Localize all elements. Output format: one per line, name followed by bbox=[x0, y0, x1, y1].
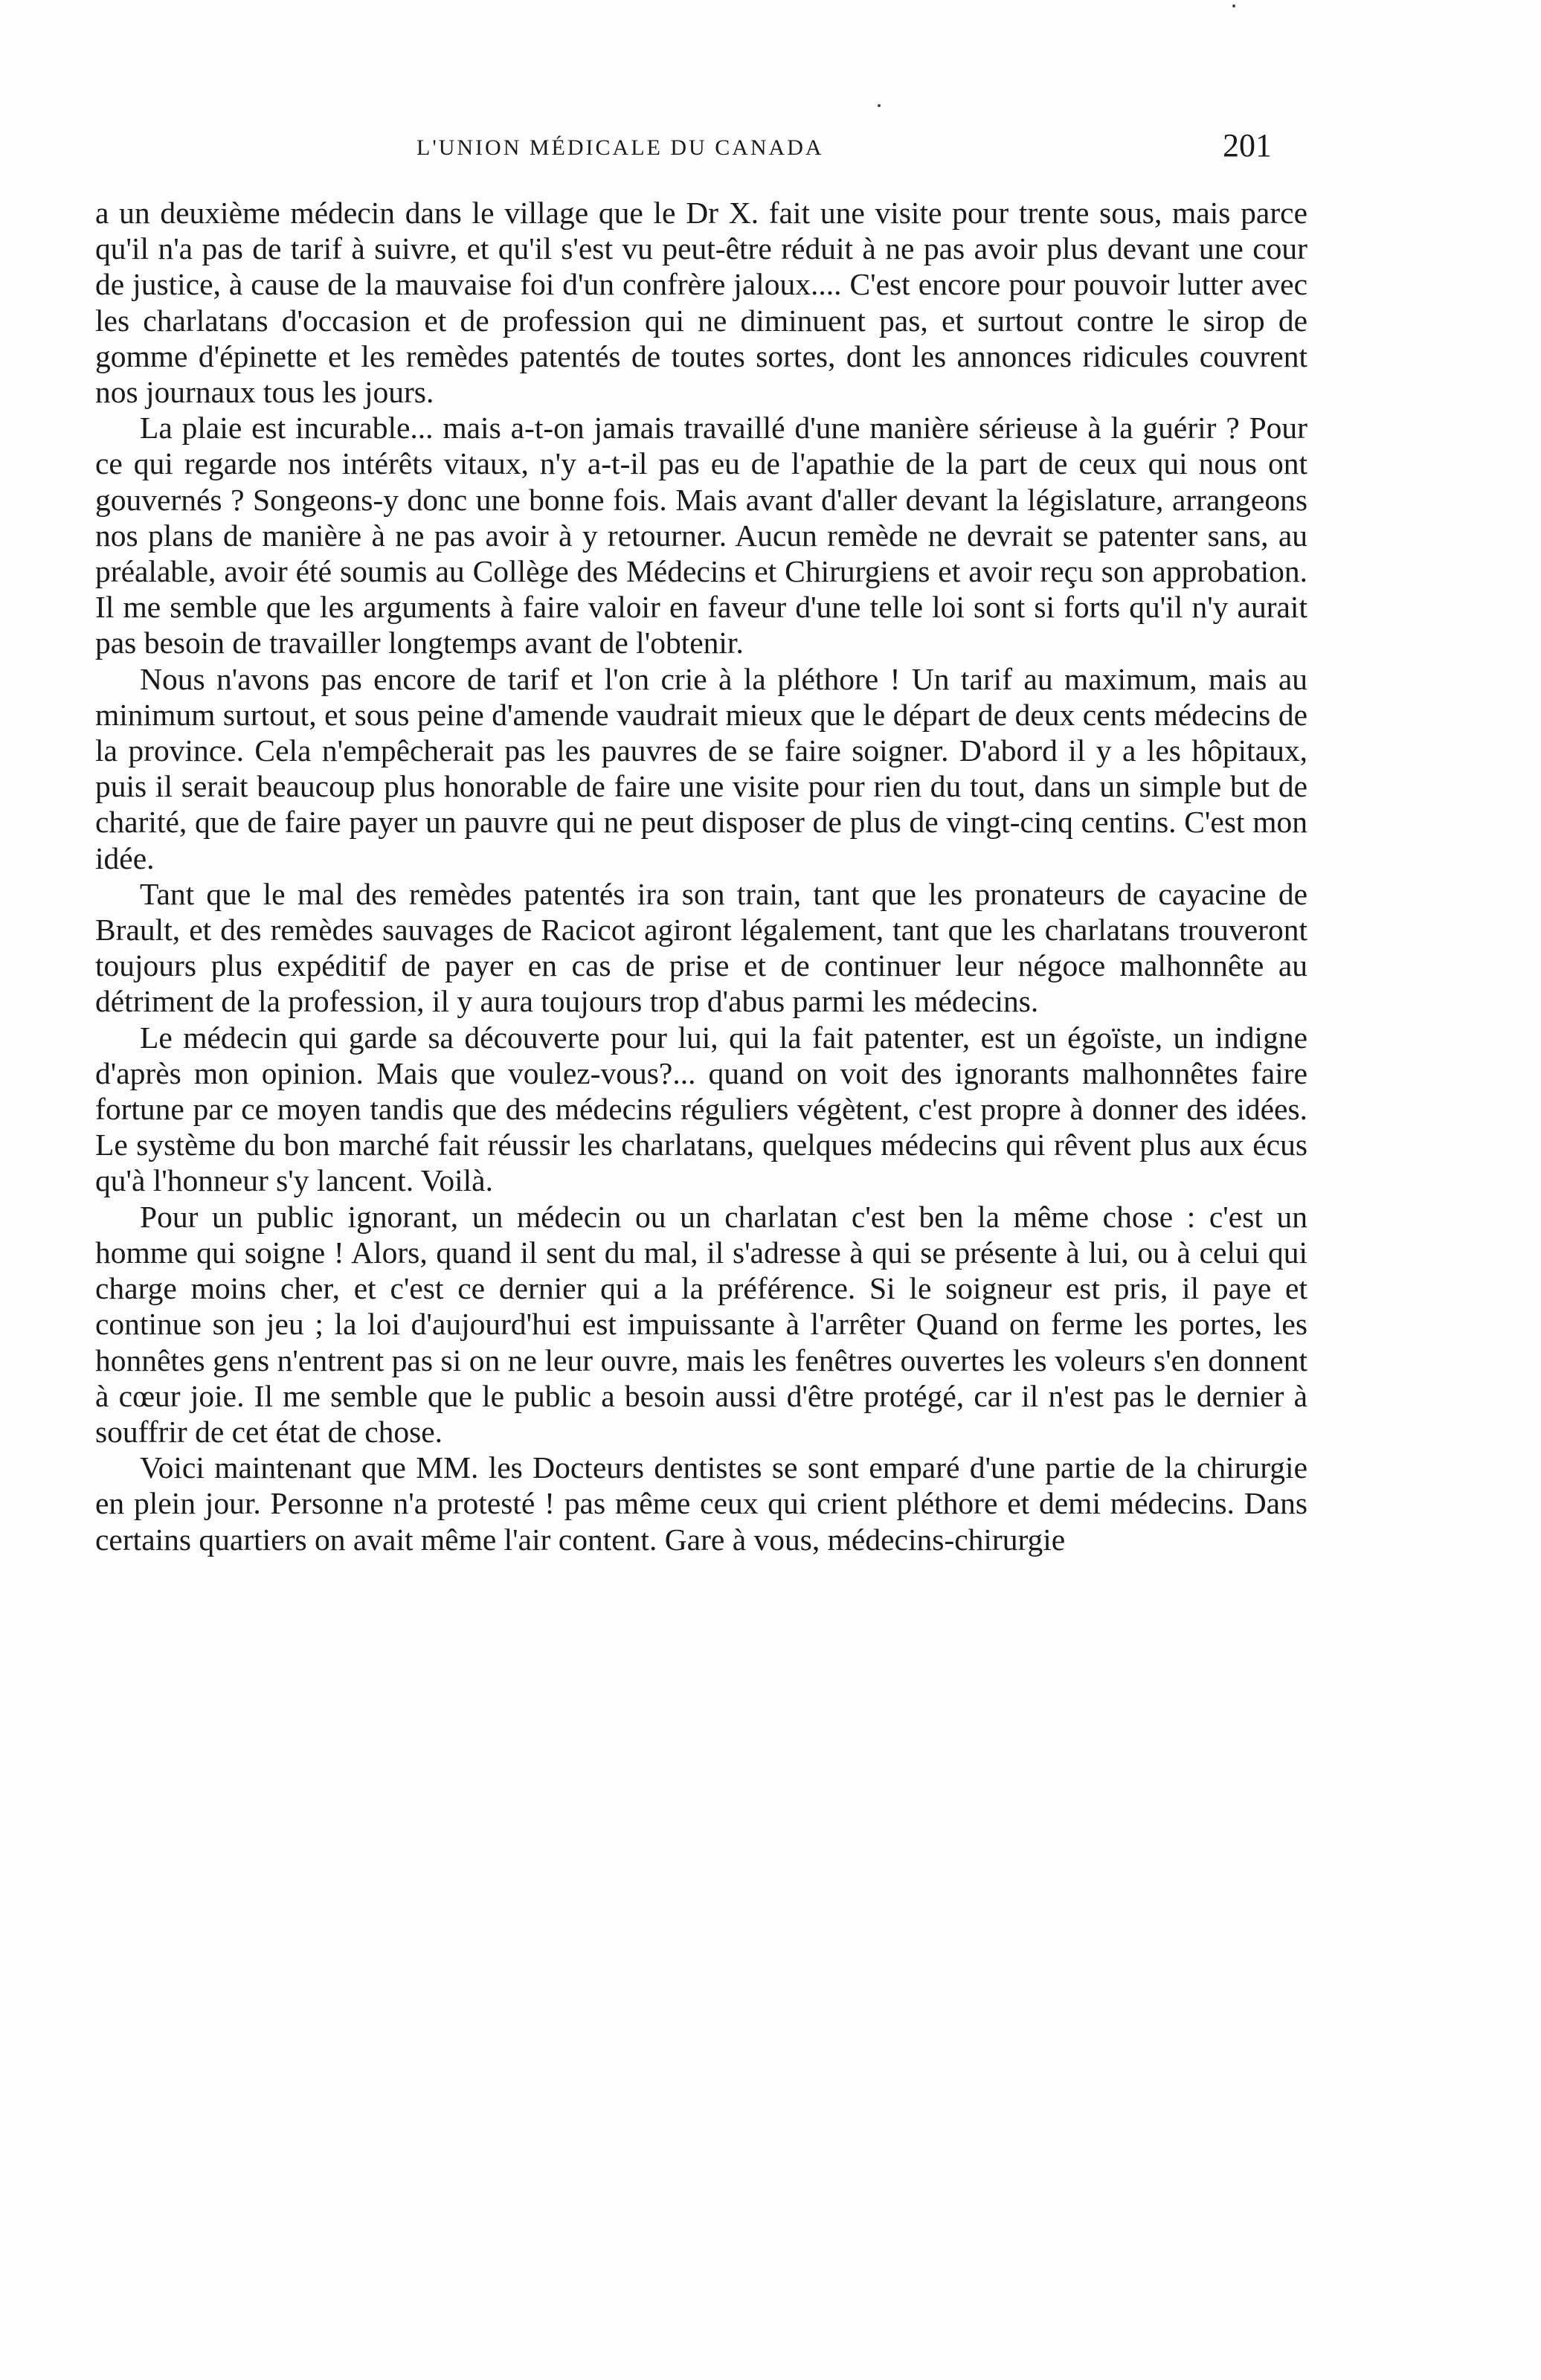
page-number: 201 bbox=[1223, 127, 1272, 164]
article-body bbox=[95, 195, 1307, 1557]
paragraph: La plaie est incurable... mais a-t-on jamais travaillé d'une manière sérieuse à la guérir ? Pour ce qui regarde nos intérêts vitaux, n'y a-t-il pas eu de l'apathie de la part de ceux qui nous ont gouvernés ? Songeons-y donc une bonne fois. Mais avant d'aller devant la législature, arrangeons nos plans de manière à ne pas avoir à y retourner. Aucun remède ne devrait se patenter sans, au préalable, avoir été soumis au Collège des Médecins et Chirurgiens et avoir reçu son approbation. Il me semble que les arguments à faire valoir en faveur d'une telle loi sont si forts qu'il n'y aurait pas besoin de travailler longtemps avant de l'obtenir. bbox=[95, 411, 1307, 660]
page-header bbox=[112, 126, 1272, 178]
running-title: L'UNION MÉDICALE DU CANADA bbox=[416, 135, 824, 160]
paragraph: Tant que le mal des remèdes patentés ira son train, tant que les pronateurs de cayacine de Brault, et des remèdes sauvages de Racicot agiront légalement, tant que les charlatans trouveront toujours plus expéditif de payer en cas de prise et de continuer leur négoce malhonnête au détriment de la profession, il y aura toujours trop d'abus parmi les médecins. bbox=[95, 876, 1307, 1019]
paragraph: Nous n'avons pas encore de tarif et l'on crie à la pléthore ! Un tarif au maximum, mais au minimum surtout, et sous peine d'amende vaudrait mieux que le départ de deux cents médecins de la province. Cela n'empêcherait pas les pauvres de se faire soigner. D'abord il y a les hôpitaux, puis il serait beaucoup plus honorable de faire une visite pour rien du tout, dans un simple but de charité, que de faire payer un pauvre qui ne peut disposer de plus de vingt-cinq centins. C'est mon idée. bbox=[95, 661, 1307, 875]
paragraph: Voici maintenant que MM. les Docteurs dentistes se sont emparé d'une partie de la chirurgie en plein jour. Personne n'a protesté ! pas même ceux qui crient pléthore et demi médecins. Dans certains quartiers on avait même l'air content. Gare à vous, médecins-chirurgie bbox=[95, 1450, 1307, 1557]
printing-speck bbox=[1232, 4, 1235, 7]
paragraph: Pour un public ignorant, un médecin ou un charlatan c'est ben la même chose : c'est un homme qui soigne ! Alors, quand il sent du mal, il s'adresse à qui se présente à lui, ou à celui qui charge moins cher, et c'est ce dernier qui a la préférence. Si le soigneur est pris, il paye et continue son jeu ; la loi d'aujourd'hui est impuissante à l'arrêter Quand on ferme les portes, les honnêtes gens n'entrent pas si on ne leur ouvre, mais les fenêtres ouvertes les voleurs s'en donnent à cœur joie. Il me semble que le public a besoin aussi d'être protégé, car il n'est pas le dernier à souffrir de cet état de chose. bbox=[95, 1199, 1307, 1449]
paragraph: Le médecin qui garde sa découverte pour lui, qui la fait patenter, est un égoïste, un indigne d'après mon opinion. Mais que voulez-vous?... quand on voit des ignorants malhonnêtes faire fortune par ce moyen tandis que des médecins réguliers végètent, c'est propre à donner des idées. Le système du bon marché fait réussir les charlatans, quelques médecins qui rêvent plus aux écus qu'à l'honneur s'y lancent. Voilà. bbox=[95, 1020, 1307, 1198]
printing-speck bbox=[878, 104, 881, 107]
paragraph: a un deuxième médecin dans le village que le Dr X. fait une visite pour trente sous, mais parce qu'il n'a pas de tarif à suivre, et qu'il s'est vu peut-être réduit à ne pas avoir plus devant une cour de justice, à cause de la mauvaise foi d'un confrère jaloux.... C'est encore pour pouvoir lutter avec les charlatans d'occasion et de profession qui ne diminuent pas, et surtout contre le sirop de gomme d'épinette et les remèdes patentés de toutes sortes, dont les annonces ridicules couvrent nos journaux tous les jours. bbox=[95, 196, 1307, 410]
